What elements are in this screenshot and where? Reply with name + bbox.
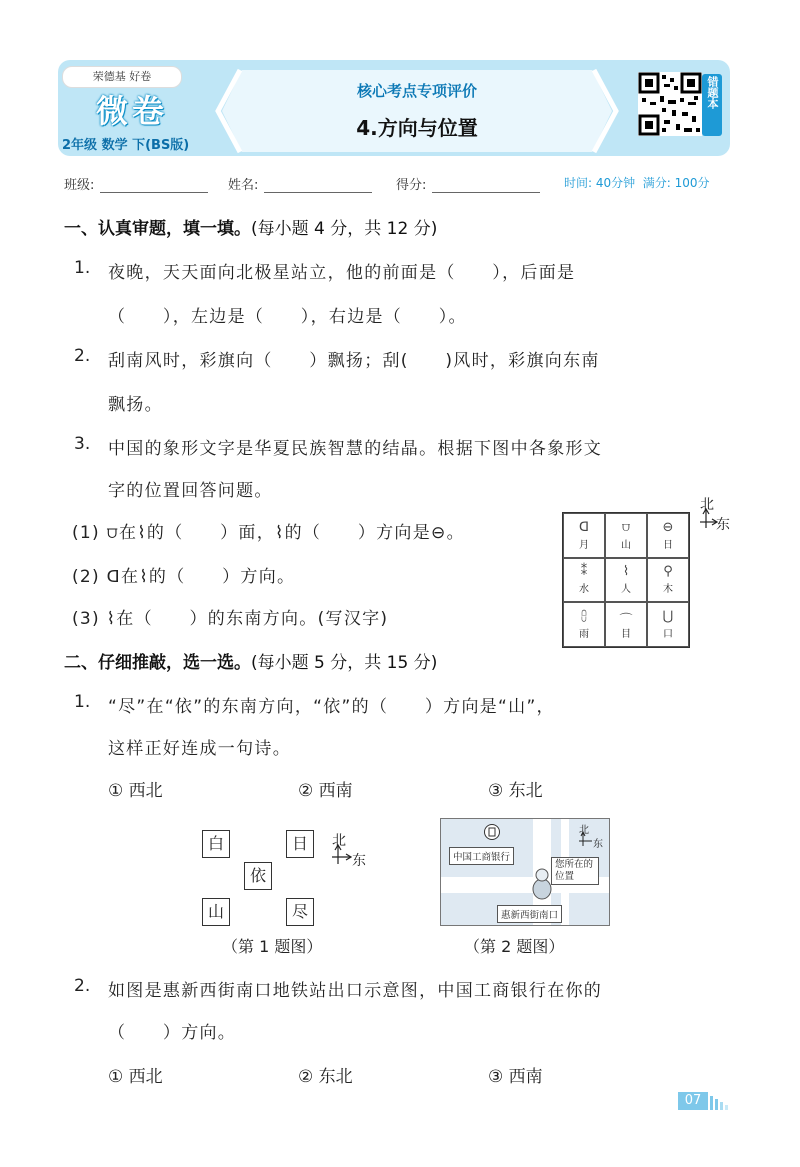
name-field: [228, 174, 372, 193]
grid-cell: [605, 558, 647, 603]
location-marker-icon: [531, 863, 553, 903]
fig2-caption: （第 2 题图）: [464, 937, 565, 956]
fig1-east-label: 东: [352, 853, 366, 869]
grid-cell: [563, 558, 605, 603]
subtitle: 核心考点专项评价: [356, 82, 477, 100]
class-input[interactable]: [100, 180, 208, 193]
full-score: 满分: 100分: [642, 176, 710, 190]
class-label: 班级:: [64, 178, 95, 193]
s2-q1-option-1[interactable]: ① 西北: [108, 781, 163, 801]
fig1-char-jin: 尽: [286, 898, 314, 926]
time-info: [564, 174, 710, 191]
glyph-rain: ⩉: [581, 609, 587, 625]
grid-north-label: 北: [700, 497, 714, 513]
s1-q2-line1: 刮南风时，彩旗向（ ）飘扬；刮( )风时，彩旗向东南: [108, 351, 600, 371]
grid-east-label: 东: [716, 517, 730, 533]
score-label: 得分:: [396, 178, 427, 193]
s1-q3-line2: 字的位置回答问题。: [108, 481, 273, 501]
map-east-label: 东: [593, 839, 603, 850]
s1-q1-line1: 夜晚，天天面向北极星站立，他的前面是（ ），后面是: [108, 263, 576, 283]
section2-title: 二、仔细推敲，选一选。: [64, 653, 251, 673]
grid-cell: [605, 602, 647, 647]
cell-label: 雨: [579, 629, 589, 641]
section1-title: 一、认真审题，填一填。: [64, 219, 251, 239]
cell-label: 日: [663, 539, 673, 551]
fig1-compass-icon: [330, 844, 352, 866]
s1-q3-sub1: (1) ⩌在⌇的（ ）面，⌇的（ ）方向是⊖。: [72, 523, 465, 543]
cell-label: 目: [621, 629, 631, 641]
page-title: 4.方向与位置: [356, 116, 478, 140]
error-book-tag: [702, 74, 722, 136]
grid-cell: [647, 602, 689, 647]
fig1-north-label: 北: [332, 833, 346, 849]
glyph-eye: ⌒: [619, 613, 633, 629]
grid-cell: [563, 602, 605, 647]
s1-q3-sub3: (3) ⌇在（ ）的东南方向。(写汉字): [72, 609, 389, 629]
class-field: [64, 174, 208, 193]
glyph-mouth: ⋃: [662, 609, 674, 625]
s2-q1-number: 1.: [74, 692, 91, 712]
map-north-label: 北: [579, 825, 589, 836]
map-compass-icon: [577, 831, 593, 847]
grid-cell: [647, 513, 689, 558]
fig1-char-ri: 日: [286, 830, 314, 858]
s2-q2-option-2[interactable]: ② 东北: [298, 1067, 353, 1087]
s1-q1-line2: （ ），左边是（ ），右边是（ ）。: [108, 307, 467, 327]
cell-label: 山: [621, 539, 631, 551]
grid-cell: [563, 513, 605, 558]
map-exit-label: 惠新西街南口: [497, 905, 562, 923]
cell-label: 月: [579, 539, 589, 551]
s2-q2-number: 2.: [74, 976, 91, 996]
fig1-char-bai: 白: [202, 830, 230, 858]
glyph-moon: ᗡ: [579, 519, 589, 535]
s2-q1-option-3[interactable]: ③ 东北: [488, 781, 543, 801]
cell-label: 人: [621, 584, 631, 596]
s1-q1-number: 1.: [74, 258, 91, 278]
s2-q1-line1: “尽”在“依”的东南方向，“依”的（ ）方向是“山”，: [108, 697, 555, 717]
grid-cell: [605, 513, 647, 558]
cell-label: 木: [663, 584, 673, 596]
bank-logo-icon: [483, 823, 501, 841]
score-input[interactable]: [432, 180, 540, 193]
s2-q1-option-2[interactable]: ② 西南: [298, 781, 353, 801]
s2-q1-line2: 这样正好连成一句诗。: [108, 739, 291, 759]
name-label: 姓名:: [228, 178, 259, 193]
grade-label: 2年级 数学 下(BS版): [62, 138, 190, 153]
pictograph-grid: [562, 512, 690, 648]
brand-logo: 荣德基 好卷: [62, 66, 182, 88]
fig1-char-yi: 依: [244, 862, 272, 890]
grid-cell: [647, 558, 689, 603]
s2-q2-option-1[interactable]: ① 西北: [108, 1067, 163, 1087]
compass-arrow-icon: [698, 508, 718, 530]
map-bank-label: 中国工商银行: [449, 847, 514, 865]
s1-q3-number: 3.: [74, 434, 91, 454]
s1-q3-line1: 中国的象形文字是华夏民族智慧的结晶。根据下图中各象形文: [108, 439, 603, 459]
fig1-caption: （第 1 题图）: [222, 937, 323, 956]
section1-heading: [64, 214, 437, 239]
s1-q2-line2: 飘扬。: [108, 395, 163, 415]
subway-exit-map: [440, 818, 610, 926]
series-title: 微卷: [96, 92, 169, 130]
s1-q3-sub2: (2) ᗡ在⌇的（ ）方向。: [72, 567, 296, 587]
map-you-are-here-label: 您所在的位置: [551, 857, 599, 885]
section2-note: (每小题 5 分，共 15 分): [251, 653, 438, 673]
cell-label: 口: [663, 629, 673, 641]
fig1-char-shan: 山: [202, 898, 230, 926]
qr-code-icon[interactable]: [638, 72, 702, 136]
glyph-sun: ⊖: [662, 519, 674, 535]
s2-q2-line1: 如图是惠新西街南口地铁站出口示意图，中国工商银行在你的: [108, 981, 603, 1001]
glyph-water: ⁑: [580, 564, 588, 580]
time-limit: 时间: 40分钟: [564, 176, 636, 190]
section1-note: (每小题 4 分，共 12 分): [251, 219, 438, 239]
glyph-tree: ⚲: [663, 564, 673, 580]
glyph-person: ⌇: [622, 564, 630, 580]
error-book-label: 错题本: [706, 76, 719, 109]
page-bars-icon: [710, 1094, 740, 1110]
s2-q2-option-3[interactable]: ③ 西南: [488, 1067, 543, 1087]
s1-q2-number: 2.: [74, 346, 91, 366]
score-field: [396, 174, 540, 193]
section2-heading: [64, 648, 437, 673]
s2-q2-line2: （ ）方向。: [108, 1023, 237, 1043]
name-input[interactable]: [264, 180, 372, 193]
page-number: 07: [678, 1092, 708, 1110]
glyph-mountain: ⩌: [621, 519, 631, 535]
cell-label: 水: [579, 584, 589, 596]
